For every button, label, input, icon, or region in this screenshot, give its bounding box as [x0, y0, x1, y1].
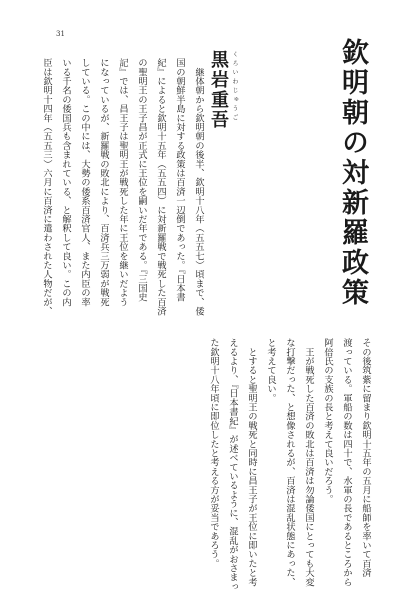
- page-number: 31: [56, 30, 65, 38]
- text-column: 王が戦死した百済の敗北は百済は勿論倭国にとっても大変: [303, 338, 314, 587]
- text-column: た欽明十八年頃に即位したと考える方が妥当であろう。: [208, 338, 219, 568]
- text-column: と考えて良い。: [265, 338, 276, 403]
- text-column: 阿倍氏の支族の長と考えて良いだろう。: [322, 338, 333, 504]
- text-column: な打撃だった、と想像されるが、百済は混乱状態にあった、: [284, 338, 295, 587]
- text-column: 臣は欽明十四年（五五三）六月に百済に遣わされた人物だが、: [41, 58, 52, 316]
- text-column: えるより、『日本書紀』が述べているように、混乱がおさまっ: [227, 338, 238, 591]
- author-reading: くろいわじゅうご: [231, 51, 238, 123]
- text-column: とすると聖明王の戦死と同時に昌王子が王位に即いたと考: [246, 338, 257, 587]
- text-column: 記』では、昌王子は聖明王が戦死した年に王位を継いだよう: [117, 58, 128, 307]
- text-column: の聖明王の王子昌が正式に王位を嗣いだ年である。『三国史: [136, 58, 147, 302]
- text-column: している。この中には、大勢の倭系百済官人、また内臣の率: [79, 58, 90, 307]
- text-column: 紀』によると欽明十五年（五五四）に対新羅戦で戦死した百済: [155, 58, 166, 316]
- text-column: 継体朝から欽明朝の後半、欽明十八年（五五七）頃まで、倭: [193, 58, 204, 316]
- upper-tier-text: [37, 58, 208, 320]
- text-column: 渡っている。軍船の数は四十で、水軍の長であるところから: [341, 338, 352, 587]
- essay-title: 欽明朝の対新羅政策: [337, 38, 368, 308]
- text-column: その後筑紫に留まり欽明十五年の五月に船師を率いて百済: [360, 338, 371, 578]
- text-column: になっているが、新羅戦の敗北により、百済兵三万弱が戦死: [98, 58, 109, 307]
- text-column: いる千名の倭国兵も含まれている、と解釈して良い。この内: [60, 58, 71, 307]
- text-column: 国の朝鮮半島に対する政策は百済一辺倒であった。『日本書: [174, 58, 185, 302]
- lower-tier-text: [204, 338, 375, 600]
- author-name: 黒岩重吾: [208, 50, 229, 130]
